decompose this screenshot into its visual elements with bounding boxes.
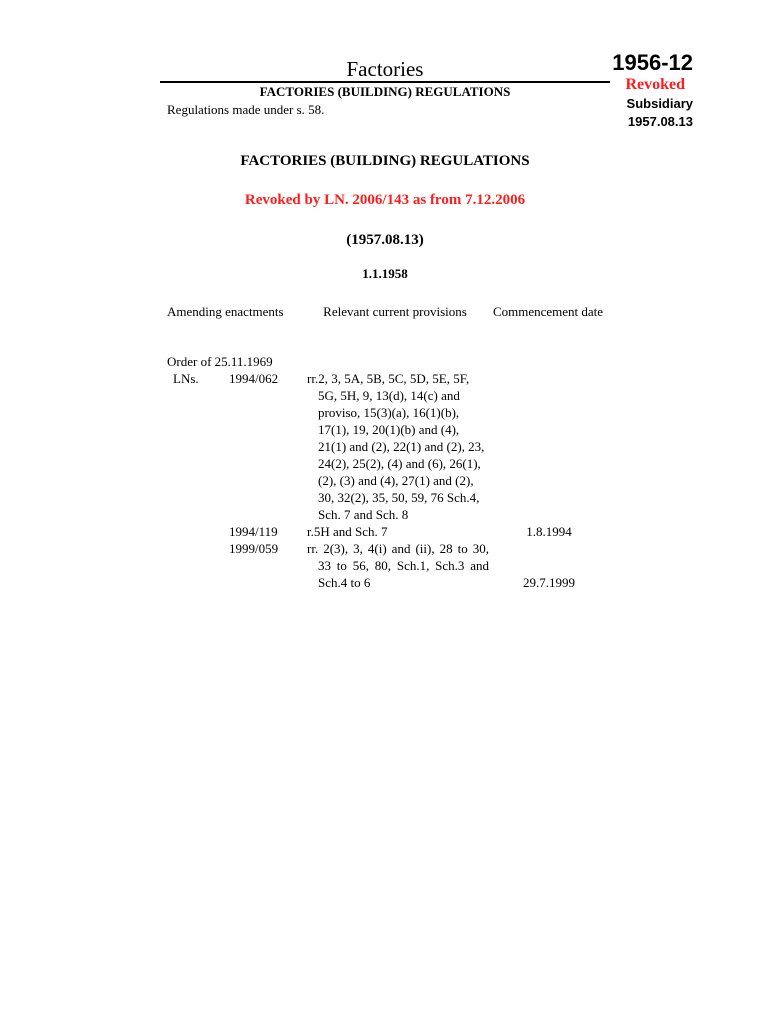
regulations-note: Regulations made under s. 58. <box>167 102 325 117</box>
provisions-text: rr.2, 3, 5A, 5B, 5C, 5D, 5E, 5F, 5G, 5H, 9, 13(d), 14(c) and proviso, 15(3)(a), 16(1)(b), 17(1), 19, 20(1)(b) and (4), 21(1) and (2), 22(1) and (2), 23, 24(2), 25(2), (4) and (6), 26(1), (2), (3) and (4), 27(1) and (2), 30, 32(2), 35, 50, 59, 76 Sch.4, Sch. 7 and Sch. 8 <box>307 371 485 522</box>
column-header-amending-enactments: Amending enactments <box>167 304 284 319</box>
table-row-commencement: 1.8.1994 <box>526 524 572 539</box>
legislation-date: 1957.08.13 <box>627 114 693 129</box>
table-row-provisions <box>307 523 489 540</box>
provisions-text: rr. 2(3), 3, 4(i) and (ii), 28 to 30, 33 to 56, 80, Sch.1, Sch.3 and Sch.4 to 6 <box>307 541 489 590</box>
document-title: Factories <box>346 57 424 81</box>
table-row-enactment: 1999/059 <box>229 541 279 556</box>
revoked-status: Revoked <box>625 76 685 93</box>
commencement-date: 1.1.1958 <box>362 266 408 281</box>
legislation-type: Subsidiary <box>626 96 693 111</box>
chapter-number: 1956-12 <box>612 50 693 75</box>
regulation-title: FACTORIES (BUILDING) REGULATIONS <box>240 153 530 169</box>
revoked-notice: Revoked by LN. 2006/143 as from 7.12.2006 <box>244 192 526 208</box>
table-row-enactment: 1994/062 <box>229 371 279 386</box>
table-row-provisions <box>307 540 489 591</box>
table-row-enactment: 1994/119 <box>229 524 278 539</box>
lns-label: LNs. <box>173 371 199 386</box>
enactment-date: (1957.08.13) <box>346 232 424 248</box>
document-subtitle: FACTORIES (BUILDING) REGULATIONS <box>259 84 511 99</box>
table-row-commencement: 29.7.1999 <box>523 575 575 590</box>
order-label: Order of 25.11.1969 <box>167 354 273 369</box>
header-divider <box>160 81 610 83</box>
table-row-provisions <box>307 370 489 523</box>
column-header-relevant-provisions: Relevant current provisions <box>323 304 467 319</box>
column-header-commencement-date: Commencement date <box>492 304 604 319</box>
provisions-text: r.5H and Sch. 7 <box>307 524 388 539</box>
